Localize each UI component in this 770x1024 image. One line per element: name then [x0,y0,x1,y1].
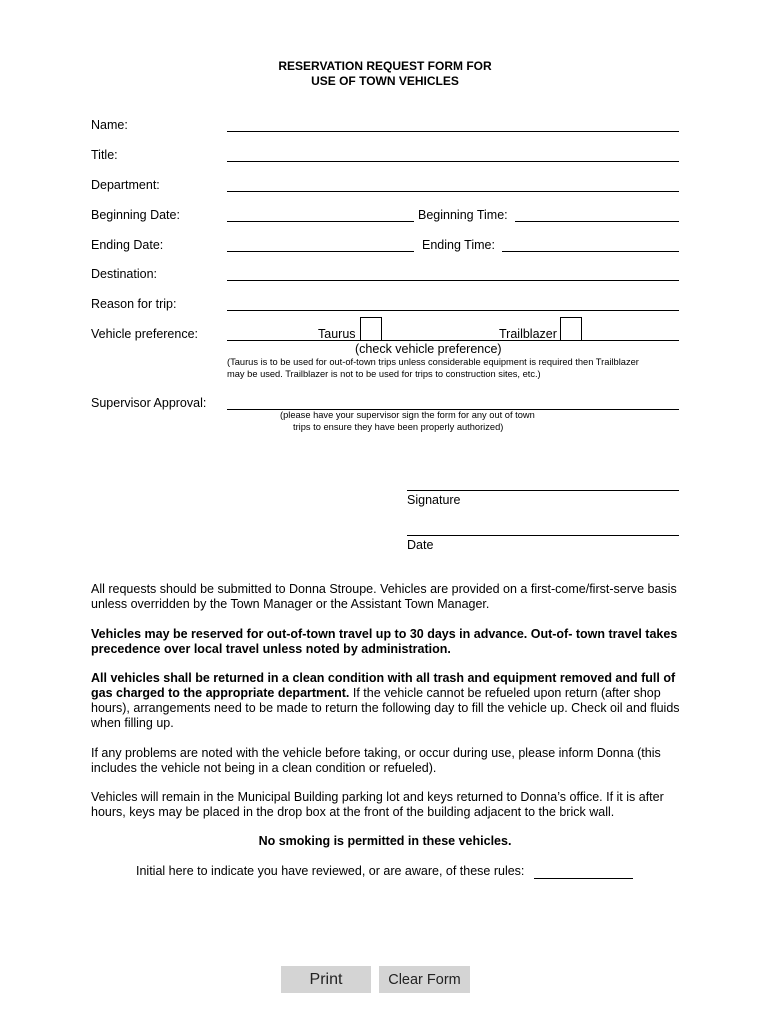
name-field[interactable] [227,117,679,132]
rule-paragraph-3-bold: All vehicles shall be returned in a clean condition with all trash and equipment removed and full of gas charged to the appropriate department. [91,671,676,700]
ending-date-field[interactable] [227,237,414,252]
name-label: Name: [91,118,128,132]
beginning-date-label: Beginning Date: [91,208,180,222]
trailblazer-label: Trailblazer [499,327,557,341]
check-vehicle-note: (check vehicle preference) [355,342,502,356]
beginning-time-label: Beginning Time: [418,208,508,222]
beginning-time-field[interactable] [515,207,679,222]
trailblazer-checkbox[interactable] [560,317,582,341]
supervisor-approval-label: Supervisor Approval: [91,396,207,410]
taurus-label: Taurus [318,327,356,341]
vehicle-usage-note-line2: may be used. Trailblazer is not to be used for trips to construction sites, etc.) [227,369,541,379]
destination-label: Destination: [91,267,158,281]
signature-label: Signature [407,493,461,507]
reason-field[interactable] [227,296,679,311]
vehicle-preference-label: Vehicle preference: [91,327,199,341]
supervisor-approval-field[interactable] [227,395,679,410]
rule-paragraph-3 [91,671,691,731]
rule-paragraph-4: If any problems are noted with the vehicle before taking, or occur during use, please inform Donna (this includes the vehicle not being in a clean condition or refueled). [91,746,661,775]
department-field[interactable] [227,177,679,192]
title-field[interactable] [227,147,679,162]
ending-time-field[interactable] [502,237,679,252]
reason-label: Reason for trip: [91,297,177,311]
form-title-line1: RESERVATION REQUEST FORM FOR [278,59,492,73]
destination-field[interactable] [227,266,679,281]
rule-paragraph-3-rest: If the vehicle cannot be refueled upon return (after shop hours), arrangements need to be made to return the following day to fill the vehicle up. Check oil and fluids when filling up. [91,686,680,730]
supervisor-note-line1: (please have your supervisor sign the form for any out of town [280,410,535,420]
clear-form-button[interactable]: Clear Form [379,966,470,993]
beginning-date-field[interactable] [227,207,414,222]
rule-paragraph-2: Vehicles may be reserved for out-of-town travel up to 30 days in advance. Out-of- town travel takes precedence over local travel unless noted by administration. [91,627,678,656]
signature-line[interactable] [407,490,679,491]
initial-field[interactable] [534,864,633,879]
supervisor-note-line2: trips to ensure they have been properly authorized) [293,422,504,432]
taurus-checkbox[interactable] [360,317,382,341]
title-label: Title: [91,148,118,162]
initial-prompt: Initial here to indicate you have reviewed, or are aware, of these rules: [136,864,525,878]
vehicle-preference-line [227,340,679,341]
print-button[interactable]: Print [281,966,371,993]
ending-time-label: Ending Time: [422,238,495,252]
department-label: Department: [91,178,160,192]
date-line[interactable] [407,535,679,536]
vehicle-usage-note-line1: (Taurus is to be used for out-of-town trips unless considerable equipment is required then Trailblazer [227,357,639,367]
rule-paragraph-5: Vehicles will remain in the Municipal Building parking lot and keys returned to Donna’s office. If it is after hours, keys may be placed in the drop box at the front of the building adjacent to the brick wall. [91,790,664,819]
rule-paragraph-1: All requests should be submitted to Donna Stroupe. Vehicles are provided on a first-come/first-serve basis unless overridden by the Town Manager or the Assistant Town Manager. [91,582,677,611]
date-label: Date [407,538,434,552]
form-title-line2: USE OF TOWN VEHICLES [311,74,459,88]
no-smoking-notice: No smoking is permitted in these vehicles. [258,834,512,848]
ending-date-label: Ending Date: [91,238,164,252]
